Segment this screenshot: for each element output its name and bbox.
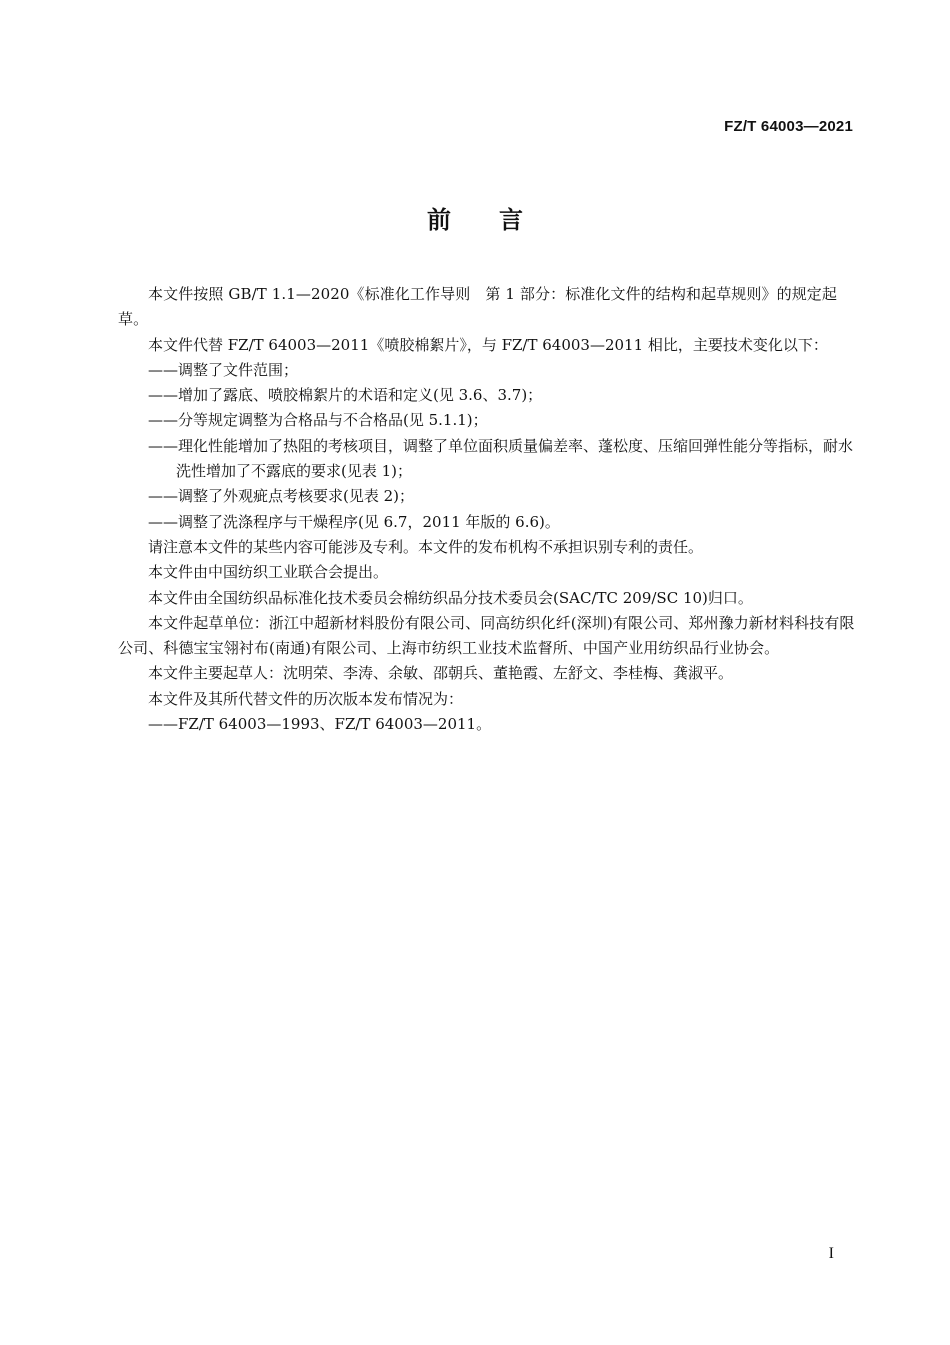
paragraph-history-intro: 本文件及其所代替文件的历次版本发布情况为： bbox=[148, 689, 464, 708]
change-item: ——调整了洗涤程序与干燥程序(见 6.7，2011 年版的 6.6)。 bbox=[148, 512, 560, 531]
paragraph-drafting-units: 本文件起草单位：浙江中超新材料股份有限公司、同高纺织化纤(深圳)有限公司、郑州豫力新材料科技有限公司、科德宝宝翎衬布(南通)有限公司、上海市纺织工业技术监督所、中国产业用纺织品行业协会。 bbox=[118, 613, 855, 658]
paragraph-basis: 本文件按照 GB/T 1.1—2020《标准化工作导则 第 1 部分：标准化文件的结构和起草规则》的规定起草。 bbox=[118, 285, 838, 329]
foreword-body bbox=[118, 282, 856, 737]
page-number: I bbox=[828, 1245, 834, 1262]
change-item: ——理化性能增加了热阻的考核项目，调整了单位面积质量偏差率、蓬松度、压缩回弹性能分等指标，耐水洗性增加了不露底的要求(见表 1)； bbox=[148, 436, 854, 481]
paragraph-replaces: 本文件代替 FZ/T 64003—2011《喷胶棉絮片》，与 FZ/T 64003—2011 相比，主要技术变化以下： bbox=[148, 335, 828, 354]
paragraph-drafters: 本文件主要起草人：沈明荣、李涛、余敏、邵朝兵、董艳霞、左舒文、李桂梅、龚淑平。 bbox=[148, 664, 734, 683]
change-item: ——分等规定调整为合格品与不合格品(见 5.1.1)； bbox=[148, 411, 488, 430]
change-item: ——调整了文件范围； bbox=[148, 360, 299, 379]
change-item: ——增加了露底、喷胶棉絮片的术语和定义(见 3.6、3.7)； bbox=[148, 386, 543, 405]
standard-code: FZ/T 64003—2021 bbox=[724, 118, 853, 135]
change-item: ——调整了外观疵点考核要求(见表 2)； bbox=[148, 487, 415, 506]
history-item: ——FZ/T 64003—1993、FZ/T 64003—2011。 bbox=[148, 715, 492, 734]
paragraph-proposer: 本文件由中国纺织工业联合会提出。 bbox=[148, 563, 389, 582]
page-title: 前言 bbox=[427, 206, 571, 234]
paragraph-patent-notice: 请注意本文件的某些内容可能涉及专利。本文件的发布机构不承担识别专利的责任。 bbox=[148, 537, 704, 556]
paragraph-committee: 本文件由全国纺织品标准化技术委员会棉纺织品分技术委员会(SAC/TC 209/SC 10)归口。 bbox=[148, 588, 753, 607]
